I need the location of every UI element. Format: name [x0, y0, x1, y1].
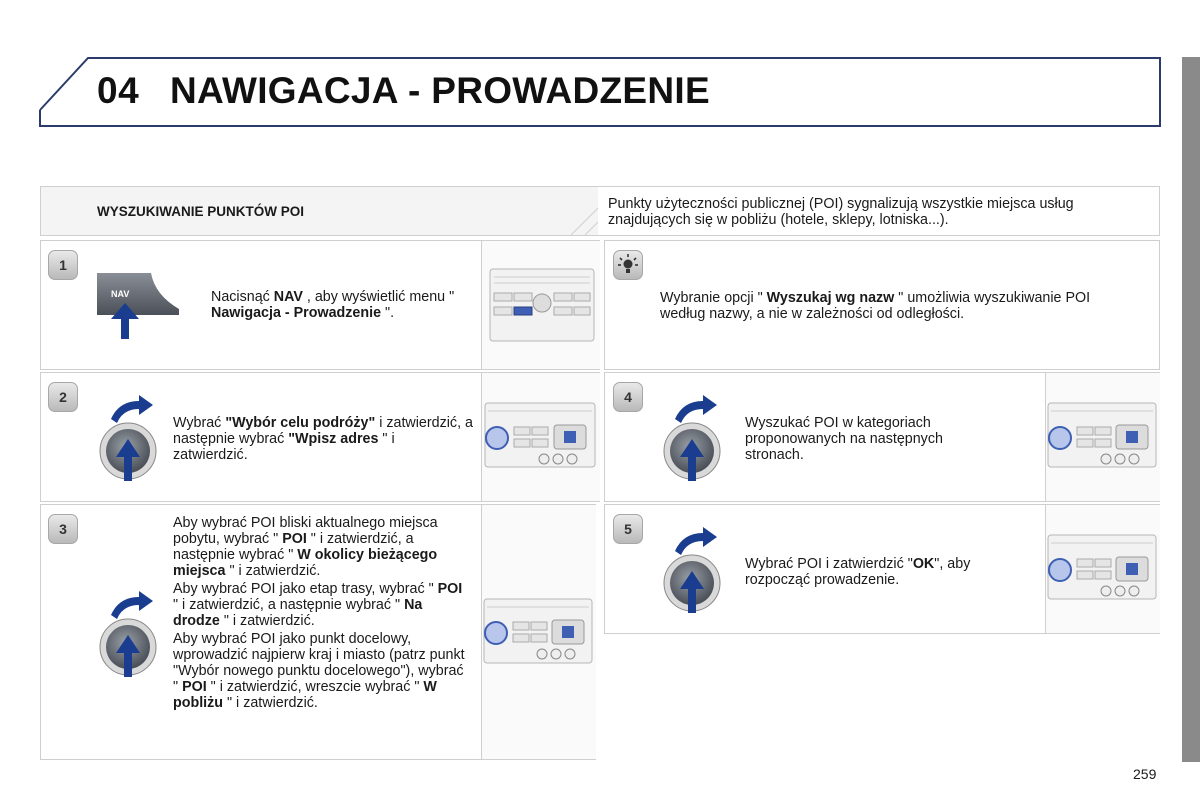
nav-button-label: NAV	[111, 289, 130, 299]
radio-panel-illustration	[481, 505, 596, 759]
step-3-paragraph-1: Aby wybrać POI bliski aktualnego miejsca pobytu, wybrać " POI " i zatwierdzić, a następnie wybrać " W okolicy bieżącego miejsca " i zatwierdzić.	[173, 515, 438, 579]
knob-turn-press-icon	[661, 391, 731, 483]
step-3-text	[173, 515, 469, 711]
step-3-paragraph-2: Aby wybrać POI jako etap trasy, wybrać " POI " i zatwierdzić, a następnie wybrać " Na drodze " i zatwierdzić.	[173, 581, 463, 629]
radio-control-panel-icon	[1046, 373, 1161, 501]
step-2-text: Wybrać "Wybór celu podróży" i zatwierdzić, a następnie wybrać "Wpisz adres " i zatwierdzić.	[173, 415, 473, 463]
knob-turn-press-icon	[97, 391, 167, 483]
step-3-paragraph-3: Aby wybrać POI jako punkt docelowy, wprowadzić najpierw kraj i miasto (patrz punkt "Wybór nowego punktu docelowego"), wybrać " POI " i zatwierdzić, wreszcie wybrać " W pobliżu " i zatwierdzić.	[173, 631, 465, 711]
lightbulb-icon	[614, 252, 642, 278]
tip-badge	[613, 250, 643, 280]
step-1-box	[40, 240, 600, 370]
section-intro-box	[598, 186, 1160, 236]
step-5-box	[604, 504, 1160, 634]
page-header	[0, 0, 1200, 140]
radio-panel-illustration	[481, 241, 600, 369]
radio-panel-illustration	[1045, 373, 1160, 501]
chapter-side-tab	[1182, 57, 1200, 762]
section-intro: Punkty użyteczności publicznej (POI) sygnalizują wszystkie miejsca usług znajdujących się w pobliżu (hotele, sklepy, lotniska...).	[608, 196, 1074, 228]
step-4-text: Wyszukać POI w kategoriach proponowanych na następnych stronach.	[745, 415, 943, 463]
nav-button-icon	[93, 269, 183, 341]
knob-turn-press-icon	[97, 587, 167, 679]
radio-panel-illustration	[481, 373, 600, 501]
radio-control-panel-icon	[1046, 505, 1161, 633]
step-number-badge: 1	[48, 250, 78, 280]
page-number: 259	[1133, 766, 1157, 782]
radio-control-panel-icon	[482, 373, 601, 501]
step-3-box	[40, 504, 596, 760]
step-2-box	[40, 372, 600, 502]
section-title: WYSZUKIWANIE PUNKTÓW POI	[97, 204, 304, 219]
tip-box	[604, 240, 1160, 370]
tip-text: Wybranie opcji " Wyszukaj wg nazw " umożliwia wyszukiwanie POI według nazwy, a nie w zależności od odległości.	[660, 290, 1091, 322]
step-number-badge: 2	[48, 382, 78, 412]
step-5-text: Wybrać POI i zatwierdzić "OK", aby rozpocząć prowadzenie.	[745, 556, 971, 588]
section-header	[40, 186, 600, 236]
knob-turn-press-icon	[661, 523, 731, 615]
radio-panel-illustration	[1045, 505, 1160, 633]
step-4-box	[604, 372, 1160, 502]
radio-panel-icon	[482, 241, 601, 369]
step-number-badge: 5	[613, 514, 643, 544]
step-1-text: Nacisnąć NAV , aby wyświetlić menu " Nawigacja - Prowadzenie ".	[211, 289, 455, 321]
radio-control-panel-icon	[482, 505, 597, 759]
page-title: NAWIGACJA - PROWADZENIE	[170, 70, 710, 111]
step-number-badge: 4	[613, 382, 643, 412]
step-number-badge: 3	[48, 514, 78, 544]
chapter-number: 04	[97, 70, 140, 111]
